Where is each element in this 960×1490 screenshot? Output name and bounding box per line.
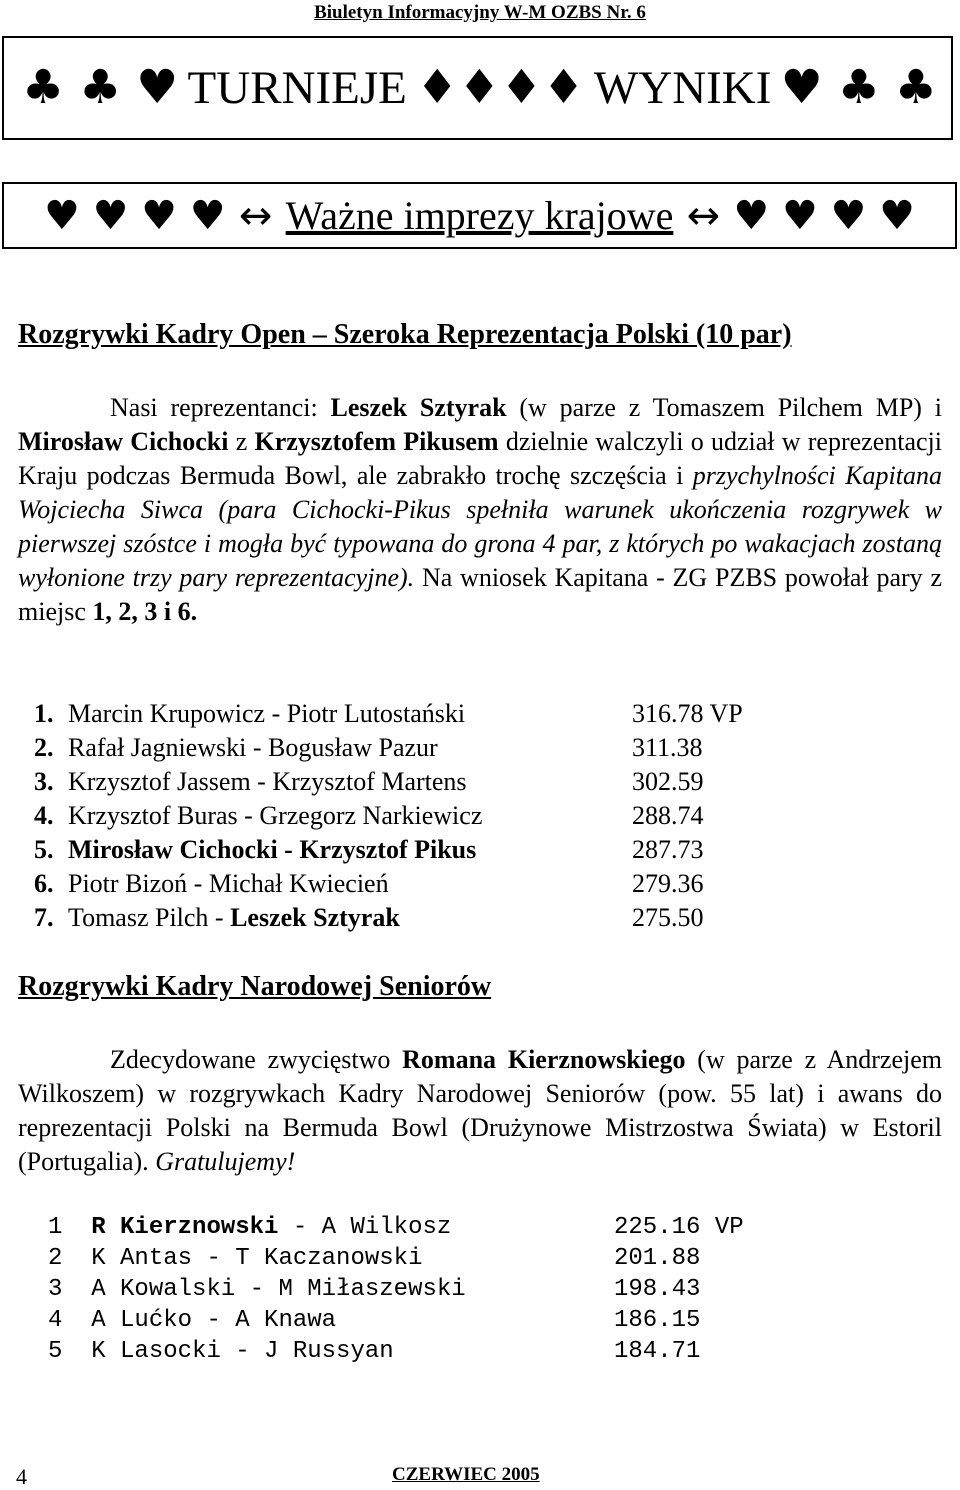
diamonds-icons: ♦♦♦♦ xyxy=(416,60,585,115)
bulletin-header: Biuletyn Informacyjny W-M OZBS Nr. 6 xyxy=(314,2,646,23)
double-arrow-icon-left: ↔ xyxy=(238,193,273,239)
hearts-icons-right: ♥ ♥ ♥ ♥ xyxy=(733,193,915,239)
open-result-row: 4. Krzysztof Buras - Grzegorz Narkiewicz 288.74 xyxy=(34,801,704,830)
tournaments-banner xyxy=(2,36,953,140)
seniors-result-row: 4 A Lućko - A Knawa 186.15 xyxy=(48,1307,701,1334)
open-result-row: 1. Marcin Krupowicz - Piotr Lutostański 316.78 VP xyxy=(34,699,743,728)
seniors-result-row: 5 K Lasocki - J Russyan 184.71 xyxy=(48,1338,701,1365)
seniors-result-row: 2 K Antas - T Kaczanowski 201.88 xyxy=(48,1245,701,1272)
open-result-row: 5. Mirosław Cichocki - Krzysztof Pikus 287.73 xyxy=(34,835,704,864)
seniors-squad-title: Rozgrywki Kadry Narodowej Seniorów xyxy=(18,971,492,1002)
open-squad-paragraph: Nasi reprezentanci: Leszek Sztyrak (w parze z Tomaszem Pilchem MP) i Mirosław Cichocki z Krzysztofem Pikusem dzielnie walczyli o udział w reprezentacji Kraju podczas Bermuda Bowl, ale zabrakło trochę szczęścia i przychylności Kapitana Wojciecha Siwca (para Cichocki-Pikus spełniła warunek ukończenia rozgrywek w pierwszej szóstce i mogła być typowana do grona 4 par, z których po wakacjach zostaną wyłonione trzy pary reprezentacyjne). Na wniosek Kapitana - ZG PZBS powołał pary z miejsc 1, 2, 3 i 6. xyxy=(18,393,942,626)
hearts-icons-left: ♥ ♥ ♥ ♥ xyxy=(44,193,226,239)
banner-title-results: WYNIKI xyxy=(593,62,772,114)
hearts-clubs-icons-right: ♥ ♣ ♣ xyxy=(780,60,937,115)
section-banner xyxy=(2,182,957,249)
clubs-hearts-icons-left: ♣ ♣ ♥ xyxy=(22,60,179,115)
open-result-row: 7. Tomasz Pilch - Leszek Sztyrak 275.50 xyxy=(34,903,704,932)
page-number: 4 xyxy=(16,1464,27,1489)
open-squad-title: Rozgrywki Kadry Open – Szeroka Reprezentacja Polski (10 par) xyxy=(18,319,792,350)
open-result-row: 6. Piotr Bizoń - Michał Kwiecień 279.36 xyxy=(34,869,704,898)
seniors-result-row: 1 R Kierznowski - A Wilkosz 225.16 VP xyxy=(48,1214,744,1241)
open-result-row: 2. Rafał Jagniewski - Bogusław Pazur 311.38 xyxy=(34,733,703,762)
open-result-row: 3. Krzysztof Jassem - Krzysztof Martens 302.59 xyxy=(34,767,704,796)
banner-title-tournaments: TURNIEJE xyxy=(187,62,407,114)
double-arrow-icon-right: ↔ xyxy=(686,193,721,239)
issue-date: CZERWIEC 2005 xyxy=(392,1464,540,1485)
seniors-result-row: 3 A Kowalski - M Miłaszewski 198.43 xyxy=(48,1276,701,1303)
seniors-paragraph: Zdecydowane zwycięstwo Romana Kierznowskiego (w parze z Andrzejem Wilkoszem) w rozgrywkach Kadry Narodowej Seniorów (pow. 55 lat) i awans do reprezentacji Polski na Bermuda Bowl (Drużynowe Mistrzostwa Świata) w Estoril (Portugalia). Gratulujemy! xyxy=(18,1045,942,1176)
section-banner-title: Ważne imprezy krajowe xyxy=(285,193,674,238)
